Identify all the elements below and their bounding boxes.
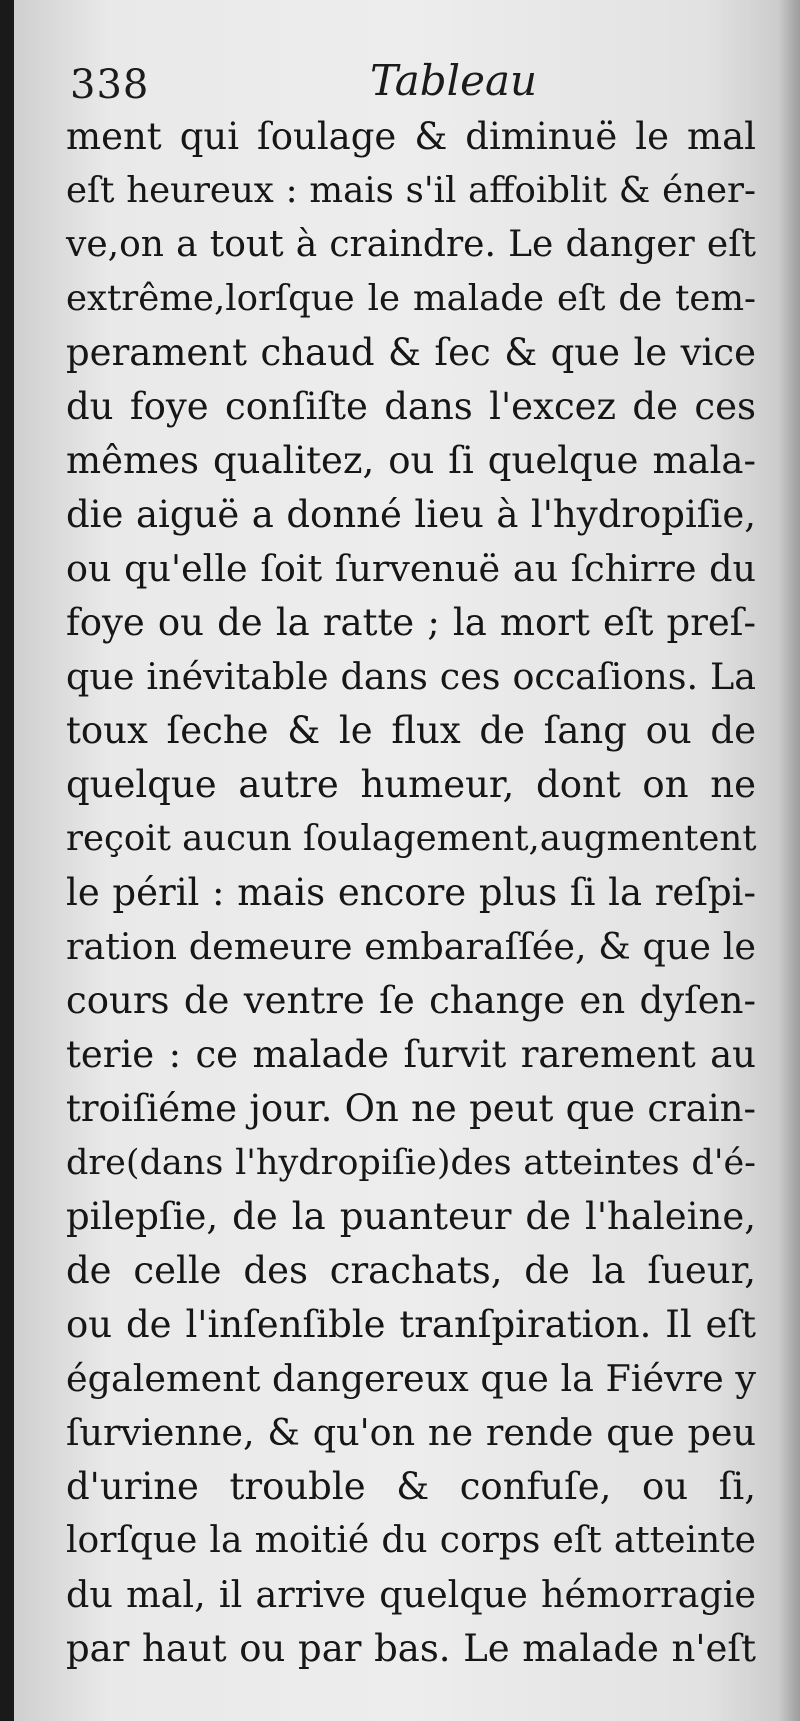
text-line: du foye conſiſte dans l'excez de ces (66, 385, 756, 428)
text-line: de celle des crachats, de la ſueur, (66, 1249, 756, 1292)
text-line: cours de ventre ſe change en dyſen- (66, 979, 756, 1022)
text-line: die aiguë a donné lieu à l'hydropiſie, (66, 493, 756, 536)
text-line: reçoit aucun ſoulagement,augmentent (66, 818, 757, 859)
text-line: ſurvienne, & qu'on ne rende que peu (66, 1411, 756, 1454)
book-page (14, 0, 800, 1721)
text-line: dre(dans l'hydropiſie)des atteintes d'é- (66, 1143, 756, 1183)
text-line: que inévitable dans ces occaſions. La (66, 655, 756, 698)
text-line: terie : ce malade ſurvit rarement au (66, 1033, 756, 1076)
text-line: ou de l'inſenſible tranſpiration. Il eſt (66, 1303, 756, 1346)
text-line: ration demeure embaraſſée, & que le (66, 925, 756, 968)
text-line: perament chaud & ſec & que le vice (66, 331, 756, 374)
text-line: extrême,lorſque le malade eſt de tem- (66, 278, 756, 319)
text-line: ment qui ſoulage & diminuë le mal (66, 115, 756, 158)
text-line: troiſiéme jour. On ne peut que crain- (66, 1087, 756, 1130)
text-line: lorſque la moitié du corps eſt atteinte (66, 1520, 756, 1561)
text-line: par haut ou par bas. Le malade n'eſt (66, 1627, 756, 1670)
text-line: ou qu'elle ſoit ſurvenuë au ſchirre du (66, 547, 756, 590)
text-line: quelque autre humeur, dont on ne (66, 763, 756, 806)
text-line: toux ſeche & le flux de ſang ou de (66, 709, 756, 752)
text-line: foye ou de la ratte ; la mort eſt preſ- (66, 601, 756, 644)
text-line: d'urine trouble & confuſe, ou ſi, (66, 1465, 756, 1508)
text-line: ve,on a tout à craindre. Le danger eſt (66, 224, 756, 265)
body-text (66, 110, 756, 1676)
running-head: Tableau (370, 56, 538, 105)
page-header (70, 52, 750, 112)
page-number: 338 (70, 62, 150, 108)
text-line: le péril : mais encore plus ſi la reſpi- (66, 871, 756, 914)
text-line: également dangereux que la Fiévre y (66, 1357, 756, 1400)
text-line: du mal, il arrive quelque hémorragie (66, 1573, 756, 1616)
text-line: mêmes qualitez, ou ſi quelque mala- (66, 439, 756, 482)
text-line: eſt heureux : mais s'il affoiblit & éner- (66, 170, 756, 211)
text-line: pilepſie, de la puanteur de l'haleine, (66, 1195, 756, 1238)
